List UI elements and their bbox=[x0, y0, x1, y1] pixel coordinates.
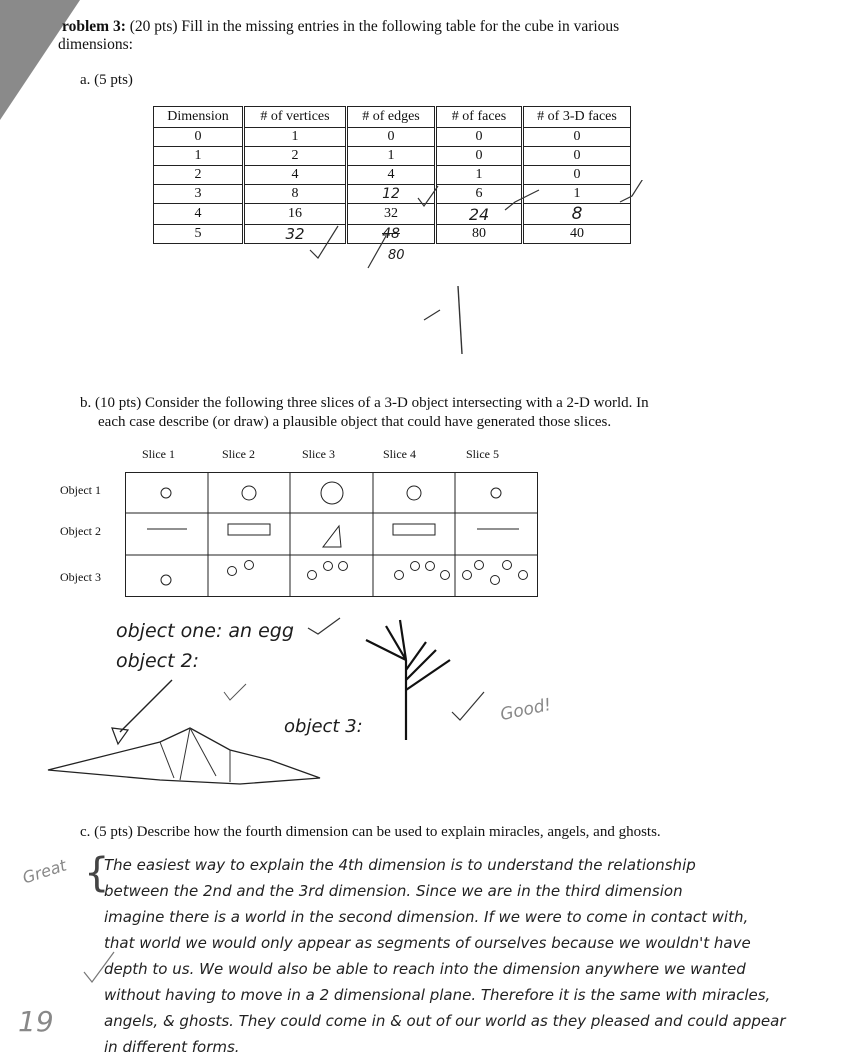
answer-line: that world we would only appear as segments of ourselves because we wouldn't have bbox=[104, 934, 751, 952]
slice-circle bbox=[503, 561, 512, 570]
table-cell: 3 bbox=[154, 185, 244, 204]
arrow-head bbox=[112, 728, 128, 744]
table-cell: 1 bbox=[244, 128, 347, 147]
table-cell: 4 bbox=[347, 166, 436, 185]
slice-circle bbox=[426, 562, 435, 571]
hw-object-3: object 3: bbox=[284, 716, 363, 737]
pen-stroke bbox=[424, 310, 440, 320]
slice-circle bbox=[161, 575, 171, 585]
slice-circle bbox=[245, 561, 254, 570]
slice-circle bbox=[463, 571, 472, 580]
table-cell: 0 bbox=[154, 128, 244, 147]
check-mark bbox=[452, 692, 484, 720]
slice-circle bbox=[308, 571, 317, 580]
col-header: # of vertices bbox=[244, 107, 347, 128]
slice-header: Slice 3 bbox=[302, 447, 335, 461]
table-cell: 2 bbox=[244, 147, 347, 166]
object-2-sketch-detail bbox=[160, 728, 230, 782]
slice-header: Slice 5 bbox=[466, 447, 499, 461]
answer-line: without having to move in a 2 dimensional plane. Therefore it is the same with miracles, bbox=[104, 986, 771, 1004]
answer-line: angels, & ghosts. They could come in & out of our world as they pleased and could appear bbox=[104, 1012, 786, 1030]
col-header: Dimension bbox=[154, 107, 244, 128]
table-cell: 4 bbox=[244, 166, 347, 185]
table-cell: 8 bbox=[244, 185, 347, 204]
stray-pen-marks bbox=[420, 280, 480, 360]
part-b-prompt bbox=[80, 394, 780, 432]
table-cell: 0 bbox=[523, 147, 631, 166]
slice-rect bbox=[228, 524, 270, 535]
handwritten-cell: 48 bbox=[347, 225, 436, 244]
hw-object-1: object one: an egg bbox=[116, 620, 294, 642]
table-cell: 1 bbox=[436, 166, 523, 185]
slice-circle bbox=[475, 561, 484, 570]
slice-header: Slice 2 bbox=[222, 447, 255, 461]
table-header-row bbox=[154, 107, 631, 128]
hw-object-2: object 2: bbox=[116, 650, 200, 672]
check-mark bbox=[310, 226, 338, 258]
slice-circle bbox=[519, 571, 528, 580]
handwritten-cell: 32 bbox=[244, 225, 347, 244]
part-c-prompt: c. (5 pts) Describe how the fourth dimension can be used to explain miracles, angels, and ghosts. bbox=[80, 824, 661, 840]
answer-line: in different forms. bbox=[104, 1038, 240, 1056]
table-cell: 0 bbox=[523, 128, 631, 147]
student-drawings bbox=[40, 600, 520, 800]
table-cell: 1 bbox=[523, 185, 631, 204]
problem-label: roblem 3: bbox=[62, 18, 126, 35]
slice-circle bbox=[339, 562, 348, 571]
answer-line: depth to us. We would also be able to reach into the dimension anywhere we wanted bbox=[104, 960, 746, 978]
table-cell: 16 bbox=[244, 204, 347, 225]
table-cell: 32 bbox=[347, 204, 436, 225]
check-mark bbox=[505, 190, 539, 210]
brace-icon: { bbox=[84, 850, 110, 896]
problem-heading bbox=[58, 18, 762, 54]
table-cell: 6 bbox=[436, 185, 523, 204]
handwritten-cell: 12 bbox=[347, 185, 436, 204]
slice-circle bbox=[411, 562, 420, 571]
table-cell: 0 bbox=[523, 166, 631, 185]
col-header: # of faces bbox=[436, 107, 523, 128]
handwritten-cell: 24 bbox=[436, 204, 523, 225]
table-cell: 2 bbox=[154, 166, 244, 185]
answer-line: The easiest way to explain the 4th dimension is to understand the relationship bbox=[104, 856, 696, 874]
slice-circle bbox=[161, 488, 171, 498]
object-2-sketch bbox=[48, 728, 320, 784]
slice-circle bbox=[324, 562, 333, 571]
table-row bbox=[154, 147, 631, 166]
handwritten-cell: 8 bbox=[523, 204, 631, 225]
check-mark bbox=[84, 952, 114, 982]
slice-circle bbox=[441, 571, 450, 580]
grid-border bbox=[126, 473, 538, 597]
slice-circle bbox=[407, 486, 421, 500]
table-cell: 1 bbox=[154, 147, 244, 166]
score: 19 bbox=[18, 1005, 54, 1038]
slice-circle bbox=[321, 482, 343, 504]
col-header: # of 3-D faces bbox=[523, 107, 631, 128]
object-label: Object 2 bbox=[60, 524, 101, 538]
object-label: Object 3 bbox=[60, 570, 101, 584]
slice-circle bbox=[491, 488, 501, 498]
object-label: Object 1 bbox=[60, 483, 101, 497]
answer-line: imagine there is a world in the second dimension. If we were to come in contact with, bbox=[104, 908, 749, 926]
edge-correction: 80 bbox=[388, 248, 405, 263]
slice-rect bbox=[393, 524, 435, 535]
problem-text-2: dimensions: bbox=[58, 36, 133, 53]
table-cell: 0 bbox=[436, 128, 523, 147]
pen-stroke bbox=[458, 286, 462, 354]
slice-circle bbox=[395, 571, 404, 580]
slice-triangle bbox=[323, 526, 341, 547]
answer-line: between the 2nd and the 3rd dimension. Since we are in the third dimension bbox=[104, 882, 683, 900]
table-cell: 80 bbox=[436, 225, 523, 244]
table-cell: 0 bbox=[347, 128, 436, 147]
check-mark bbox=[620, 180, 646, 202]
slice-circle bbox=[242, 486, 256, 500]
check-mark bbox=[224, 684, 246, 700]
part-c-answer bbox=[104, 852, 834, 1060]
check-mark bbox=[418, 186, 438, 206]
part-b-line-1: b. (10 pts) Consider the following three slices of a 3-D object intersecting with a 2-D world. In bbox=[80, 395, 649, 411]
col-header: # of edges bbox=[347, 107, 436, 128]
grader-great: Great bbox=[20, 855, 69, 888]
part-b-line-2: each case describe (or draw) a plausible object that could have generated those slices. bbox=[98, 414, 612, 430]
slices-grid bbox=[125, 472, 540, 598]
grader-good: Good! bbox=[498, 694, 554, 726]
table-row bbox=[154, 128, 631, 147]
check-mark bbox=[308, 618, 340, 634]
table-cell: 4 bbox=[154, 204, 244, 225]
slice-header: Slice 4 bbox=[383, 447, 416, 461]
grading-marks bbox=[290, 180, 670, 280]
table-cell: 5 bbox=[154, 225, 244, 244]
object-3-sketch bbox=[366, 620, 450, 740]
table-cell: 1 bbox=[347, 147, 436, 166]
slice-header: Slice 1 bbox=[142, 447, 175, 461]
problem-text: (20 pts) Fill in the missing entries in the following table for the cube in various bbox=[129, 18, 620, 35]
arrow-line bbox=[120, 680, 172, 732]
check-mark-margin bbox=[80, 950, 120, 990]
table-cell: 40 bbox=[523, 225, 631, 244]
slice-circle bbox=[228, 567, 237, 576]
slice-circle bbox=[491, 576, 500, 585]
table-cell: 0 bbox=[436, 147, 523, 166]
check-mark bbox=[368, 236, 386, 268]
part-a-label: a. (5 pts) bbox=[80, 72, 133, 88]
